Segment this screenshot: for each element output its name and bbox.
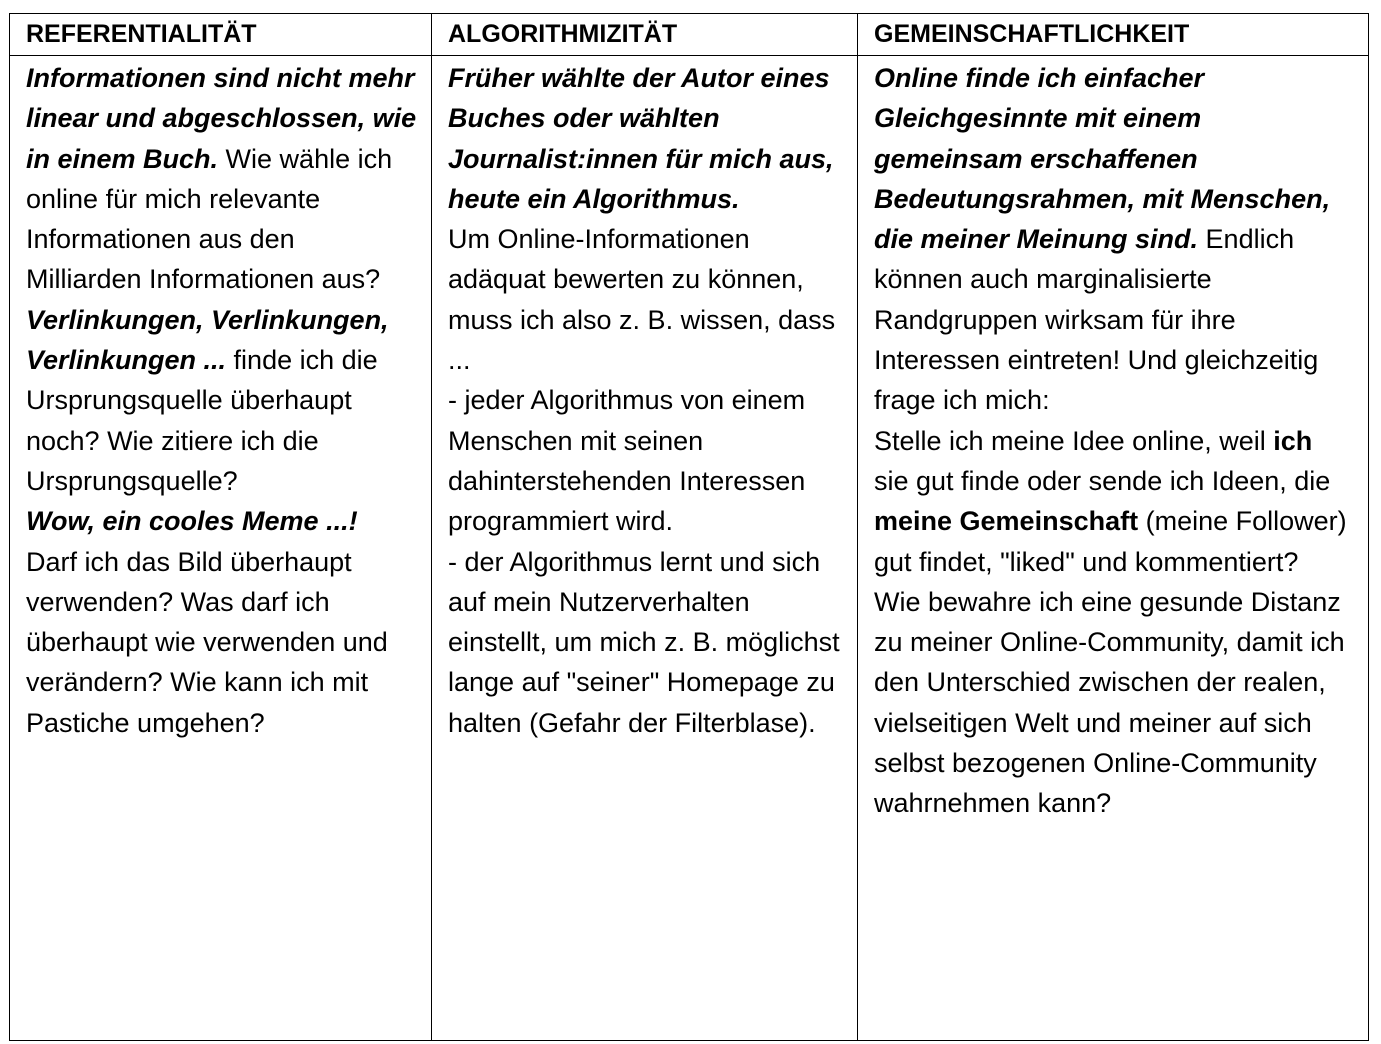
cell-text-segment: Verlinkungen, Verlinkungen, Verlinkungen ... <box>26 304 389 376</box>
cell-gemeinschaftlichkeit <box>858 56 1369 1041</box>
cell-text-segment: (meine Follower) gut findet, "liked" und kommentiert? <box>874 506 1347 577</box>
cell-text-segment: finde ich die Ursprungsquelle überhaupt noch? Wie zitiere ich die Ursprungsquelle? <box>26 345 378 496</box>
cell-algorithmizitaet <box>432 56 858 1041</box>
cell-text-segment: - jeder Algorithmus von einem Menschen mit seinen dahinterstehenden Interessen programmiert wird. <box>448 385 806 537</box>
header-gemeinschaftlichkeit: GEMEINSCHAFTLICHKEIT <box>858 14 1369 56</box>
header-referentialitaet: REFERENTIALITÄT <box>10 14 432 56</box>
cell-text-segment: Wie bewahre ich eine gesunde Distanz zu meiner Online-Community, damit ich den Unterschied zwischen der realen, vielseitigen Welt und meiner auf sich selbst bezogenen Online-Community wahrnehmen kann? <box>874 586 1345 819</box>
cell-referentialitaet <box>10 56 432 1041</box>
cell-text-segment: Stelle ich meine Idee online, weil <box>874 425 1274 456</box>
cell-text-segment: - der Algorithmus lernt und sich auf mein Nutzerverhalten einstellt, um mich z. B. möglichst lange auf "seiner" Homepage zu halten (Gefahr der Filterblase). <box>448 546 840 738</box>
cell-text-segment: Früher wählte der Autor eines Buches oder wählten Journalist:innen für mich aus, heute ein Algorithmus. <box>448 63 834 214</box>
cell-text-segment: Darf ich das Bild überhaupt verwenden? Was darf ich überhaupt wie verwenden und verändern? Wie kann ich mit Pastiche umgehen? <box>26 546 388 738</box>
cell-text-segment: sie gut finde oder sende ich Ideen, die <box>874 465 1331 496</box>
content-table <box>9 13 1369 1041</box>
header-row <box>10 14 1369 56</box>
header-algorithmizitaet: ALGORITHMIZITÄT <box>432 14 858 56</box>
cell-text-segment: Wow, ein cooles Meme ...! <box>26 506 358 537</box>
content-row <box>10 56 1369 1041</box>
cell-text-segment: Informationen sind nicht mehr linear und abgeschlossen, wie in einem Buch. <box>26 63 417 174</box>
cell-text-segment: meine Gemeinschaft <box>874 506 1139 537</box>
cell-text-segment: Online finde ich einfacher Gleichgesinnte mit einem gemeinsam erschaffenen Bedeutungsrahmen, mit Menschen, die meiner Meinung sind. <box>874 63 1331 255</box>
cell-text-segment: Endlich können auch marginalisierte Randgruppen wirksam für ihre Interessen eintreten! Und gleichzeitig frage ich mich: <box>874 224 1319 416</box>
cell-text-segment: Um Online-Informationen adäquat bewerten zu können, muss ich also z. B. wissen, dass ... <box>448 224 836 376</box>
cell-text-segment: ich <box>1273 425 1313 456</box>
cell-text-segment: Wie wähle ich online für mich relevante Informationen aus den Milliarden Informationen aus? <box>26 143 393 295</box>
